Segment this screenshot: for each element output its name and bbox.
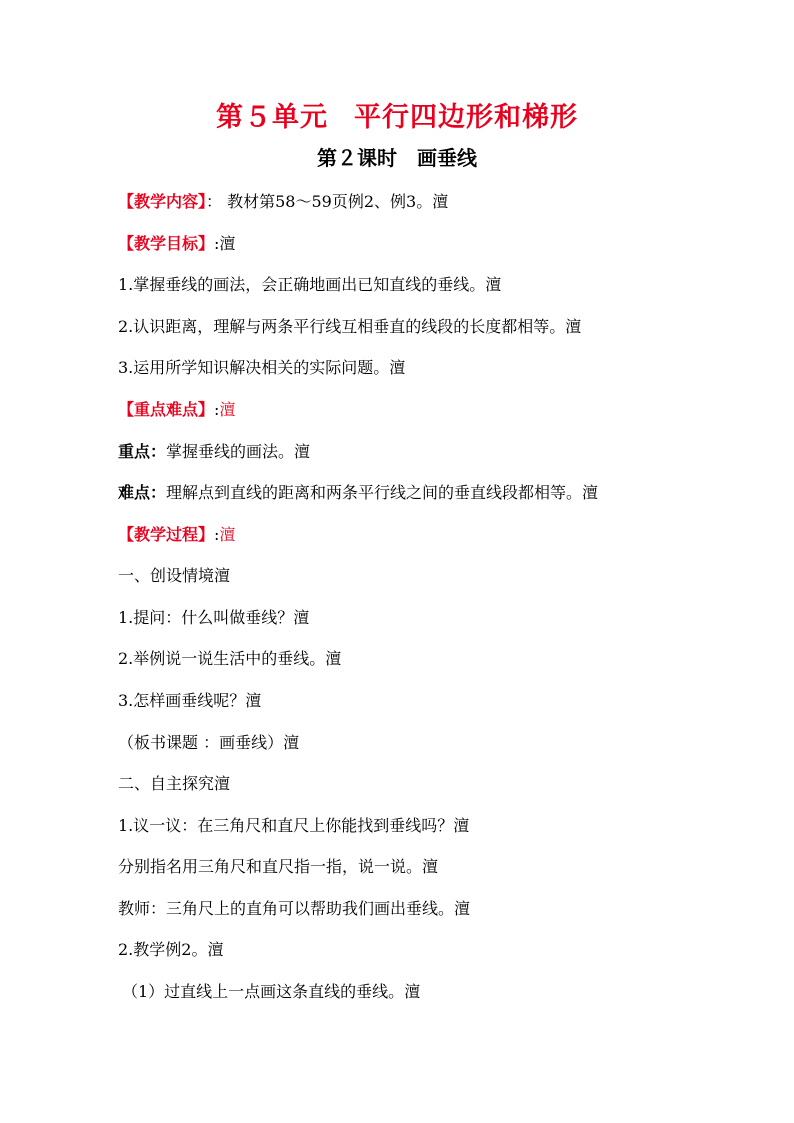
paragraph-mark: 澶 bbox=[219, 234, 236, 253]
process-text: 3.怎样画垂线呢？ bbox=[118, 691, 246, 710]
content-heading: 【教学内容】 bbox=[118, 192, 207, 211]
content-sep: ： bbox=[206, 192, 223, 211]
lesson-number: 第２课时 bbox=[317, 146, 397, 170]
goals-sep: : bbox=[214, 234, 220, 253]
process-line bbox=[118, 938, 223, 962]
paragraph-mark: 澶 bbox=[582, 483, 599, 502]
process-text: 2.教学例2。 bbox=[118, 940, 208, 959]
paragraph-mark: 澶 bbox=[453, 816, 470, 835]
lesson-title bbox=[0, 144, 794, 172]
paragraph-mark: 澶 bbox=[389, 358, 406, 377]
paragraph-mark: 澶 bbox=[565, 317, 582, 336]
process-line bbox=[118, 855, 438, 879]
process-line bbox=[118, 772, 230, 796]
key-point-line bbox=[118, 440, 310, 464]
process-line bbox=[118, 689, 261, 713]
paragraph-mark: 澶 bbox=[404, 982, 421, 1001]
keypoints-sep: : bbox=[214, 400, 220, 419]
process-text: 分别指名用三角尺和直尺指一指，说一说。 bbox=[118, 857, 423, 876]
process-text: 1.议一议：在三角尺和直尺上你能找到垂线吗？ bbox=[118, 816, 454, 835]
process-line bbox=[118, 814, 469, 838]
paragraph-mark: 澶 bbox=[214, 566, 231, 585]
hard-point-text: 理解点到直线的距离和两条平行线之间的垂直线段都相等。 bbox=[166, 483, 583, 502]
process-text: 一、创设情境 bbox=[118, 566, 215, 585]
paragraph-mark: 澶 bbox=[422, 857, 439, 876]
process-sep: : bbox=[214, 525, 220, 544]
process-line bbox=[118, 897, 470, 921]
paragraph-mark: 澶 bbox=[283, 733, 300, 752]
unit-name: 平行四边形和梯形 bbox=[354, 102, 578, 133]
keypoints-heading: 【重点难点】 bbox=[118, 400, 215, 419]
hard-point-label: 难点： bbox=[118, 483, 167, 502]
unit-title bbox=[0, 100, 794, 136]
paragraph-mark: 澶 bbox=[214, 774, 231, 793]
unit-number: 第５单元 bbox=[216, 102, 328, 133]
goal-item bbox=[118, 356, 405, 380]
process-heading-line bbox=[118, 523, 235, 547]
paragraph-mark: 澶 bbox=[325, 649, 342, 668]
process-text: （板书课题 ：画垂线） bbox=[118, 733, 284, 752]
goals-heading: 【教学目标】 bbox=[118, 234, 215, 253]
process-text: 2.举例说一说生活中的垂线。 bbox=[118, 649, 326, 668]
goal-item bbox=[118, 273, 501, 297]
process-text: （1）过直线上一点画这条直线的垂线。 bbox=[122, 982, 405, 1001]
paragraph-mark: 澶 bbox=[293, 608, 310, 627]
keypoints-heading-line bbox=[118, 398, 235, 422]
process-line bbox=[118, 606, 309, 630]
paragraph-mark: 澶 bbox=[294, 442, 311, 461]
process-text: 1.提问：什么叫做垂线？ bbox=[118, 608, 294, 627]
goal-text: 3.运用所学知识解决相关的实际问题。 bbox=[118, 358, 390, 377]
paragraph-mark: 澶 bbox=[219, 525, 236, 544]
process-text: 教师：三角尺上的直角可以帮助我们画出垂线。 bbox=[118, 899, 455, 918]
paragraph-mark: 澶 bbox=[219, 400, 236, 419]
key-point-text: 掌握垂线的画法。 bbox=[166, 442, 295, 461]
process-line bbox=[122, 980, 420, 1004]
process-text: 二、自主探究 bbox=[118, 774, 215, 793]
paragraph-mark: 澶 bbox=[485, 275, 502, 294]
goals-heading-line bbox=[118, 232, 235, 256]
process-line bbox=[118, 564, 230, 588]
paragraph-mark: 澶 bbox=[454, 899, 471, 918]
hard-point-line bbox=[118, 481, 598, 505]
key-point-label: 重点： bbox=[118, 442, 167, 461]
content-line bbox=[118, 190, 448, 214]
lesson-name: 画垂线 bbox=[417, 146, 477, 170]
paragraph-mark: 澶 bbox=[245, 691, 262, 710]
process-line bbox=[118, 647, 341, 671]
process-line bbox=[118, 731, 299, 755]
paragraph-mark: 澶 bbox=[207, 940, 224, 959]
goal-text: 2.认识距离，理解与两条平行线互相垂直的线段的长度都相等。 bbox=[118, 317, 566, 336]
goal-item bbox=[118, 315, 581, 339]
goal-text: 1.掌握垂线的画法，会正确地画出已知直线的垂线。 bbox=[118, 275, 486, 294]
process-heading: 【教学过程】 bbox=[118, 525, 215, 544]
paragraph-mark: 澶 bbox=[432, 192, 449, 211]
content-text: 教材第58～59页例2、例3。 bbox=[227, 192, 433, 211]
